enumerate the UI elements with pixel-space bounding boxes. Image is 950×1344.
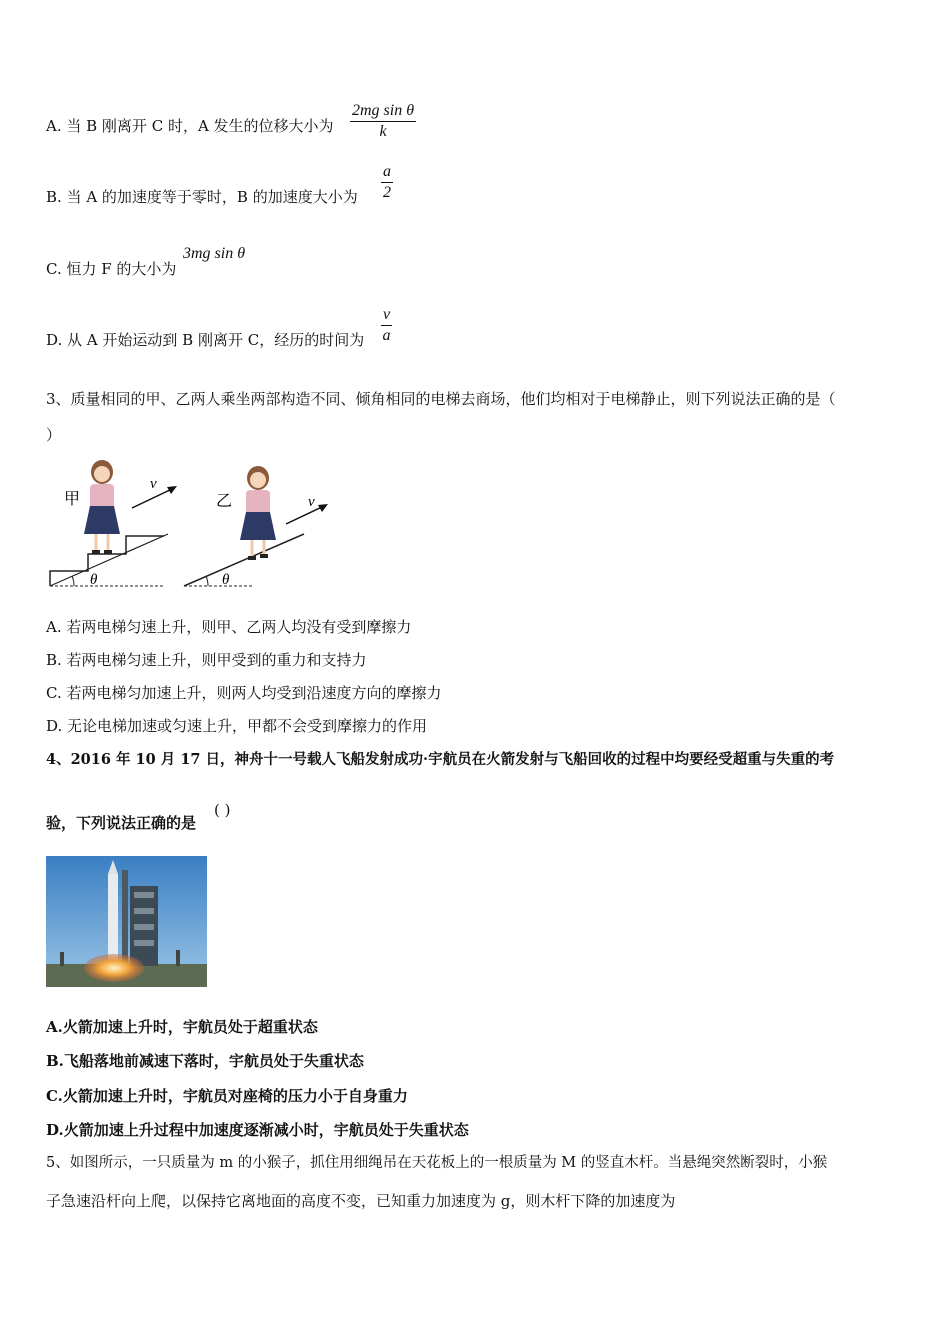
q2-option-a-fraction <box>350 101 416 142</box>
q3-option-b: B. 若两电梯匀速上升，则甲受到的重力和支持力 <box>46 651 367 669</box>
angle-arc-right <box>206 576 208 586</box>
q4-option-a: A.火箭加速上升时，宇航员处于超重状态 <box>46 1018 318 1036</box>
q4-stem-line-2: 验，下列说法正确的是 <box>46 814 197 832</box>
fraction-denominator: k <box>379 123 387 140</box>
fraction-denominator: a <box>382 327 391 344</box>
rocket-launch-photo <box>46 856 207 987</box>
q4-option-c: C.火箭加速上升时，宇航员对座椅的压力小于自身重力 <box>46 1087 408 1105</box>
q3-option-c: C. 若两电梯匀加速上升，则两人均受到沿速度方向的摩擦力 <box>46 684 442 702</box>
girl-jia-icon <box>84 460 120 554</box>
escalator-figure <box>44 456 344 596</box>
q3-option-a: A. 若两电梯匀速上升，则甲、乙两人均没有受到摩擦力 <box>46 618 412 636</box>
q2-option-b-fraction <box>381 162 393 203</box>
label-yi: 乙 <box>216 491 233 510</box>
escalator-incline-right <box>184 534 304 586</box>
velocity-label-left: v <box>150 476 157 492</box>
theta-label-right: θ <box>222 572 230 588</box>
q4-option-d: D.火箭加速上升过程中加速度逐渐减小时，宇航员处于失重状态 <box>46 1121 469 1139</box>
label-jia: 甲 <box>64 489 81 508</box>
fraction-numerator: 2mg sin θ <box>350 101 416 122</box>
fraction-denominator: 2 <box>383 184 391 201</box>
angle-arc-left <box>72 576 74 586</box>
q3-stem-line-2: ） <box>46 426 62 444</box>
girl-yi-icon <box>240 466 276 560</box>
q3-stem-line-1: 3、质量相同的甲、乙两人乘坐两部构造不同、倾角相同的电梯去商场，他们均相对于电梯静止，则下列说法正确的是（ <box>46 390 836 408</box>
q3-option-d: D. 无论电梯加速或匀速上升，甲都不会受到摩擦力的作用 <box>46 717 428 735</box>
q2-option-c-formula: 3mg sin θ <box>183 245 246 262</box>
q4-option-b: B.飞船落地前减速下落时，宇航员处于失重状态 <box>46 1052 364 1070</box>
q4-answer-paren: ( ) <box>214 801 231 819</box>
velocity-label-right: v <box>308 494 315 510</box>
q2-option-b: B. 当 A 的加速度等于零时，B 的加速度大小为 <box>46 188 358 206</box>
q2-option-c: C. 恒力 F 的大小为 <box>46 260 177 278</box>
velocity-arrow-right <box>286 506 324 524</box>
fraction-numerator: v <box>381 305 392 326</box>
q5-stem-line-1: 5、如图所示，一只质量为 m 的小猴子，抓住用细绳吊在天花板上的一根质量为 M 的竖直木杆。当悬绳突然断裂时，小猴 <box>46 1155 828 1171</box>
theta-label-left: θ <box>90 572 98 588</box>
q2-option-d-fraction <box>381 305 392 346</box>
q5-stem-line-2: 子急速沿杆向上爬，以保持它离地面的高度不变，已知重力加速度为 g，则木杆下降的加速度为 <box>46 1192 676 1210</box>
q2-option-a: A. 当 B 刚离开 C 时，A 发生的位移大小为 <box>46 117 334 135</box>
q4-stem-line-1: 4、2016 年 10 月 17 日，神舟十一号载人飞船发射成功·宇航员在火箭发射与飞船回收的过程中均要经受超重与失重的考 <box>46 751 835 768</box>
q2-option-d: D. 从 A 开始运动到 B 刚离开 C，经历的时间为 <box>46 331 365 349</box>
fraction-numerator: a <box>381 162 393 183</box>
